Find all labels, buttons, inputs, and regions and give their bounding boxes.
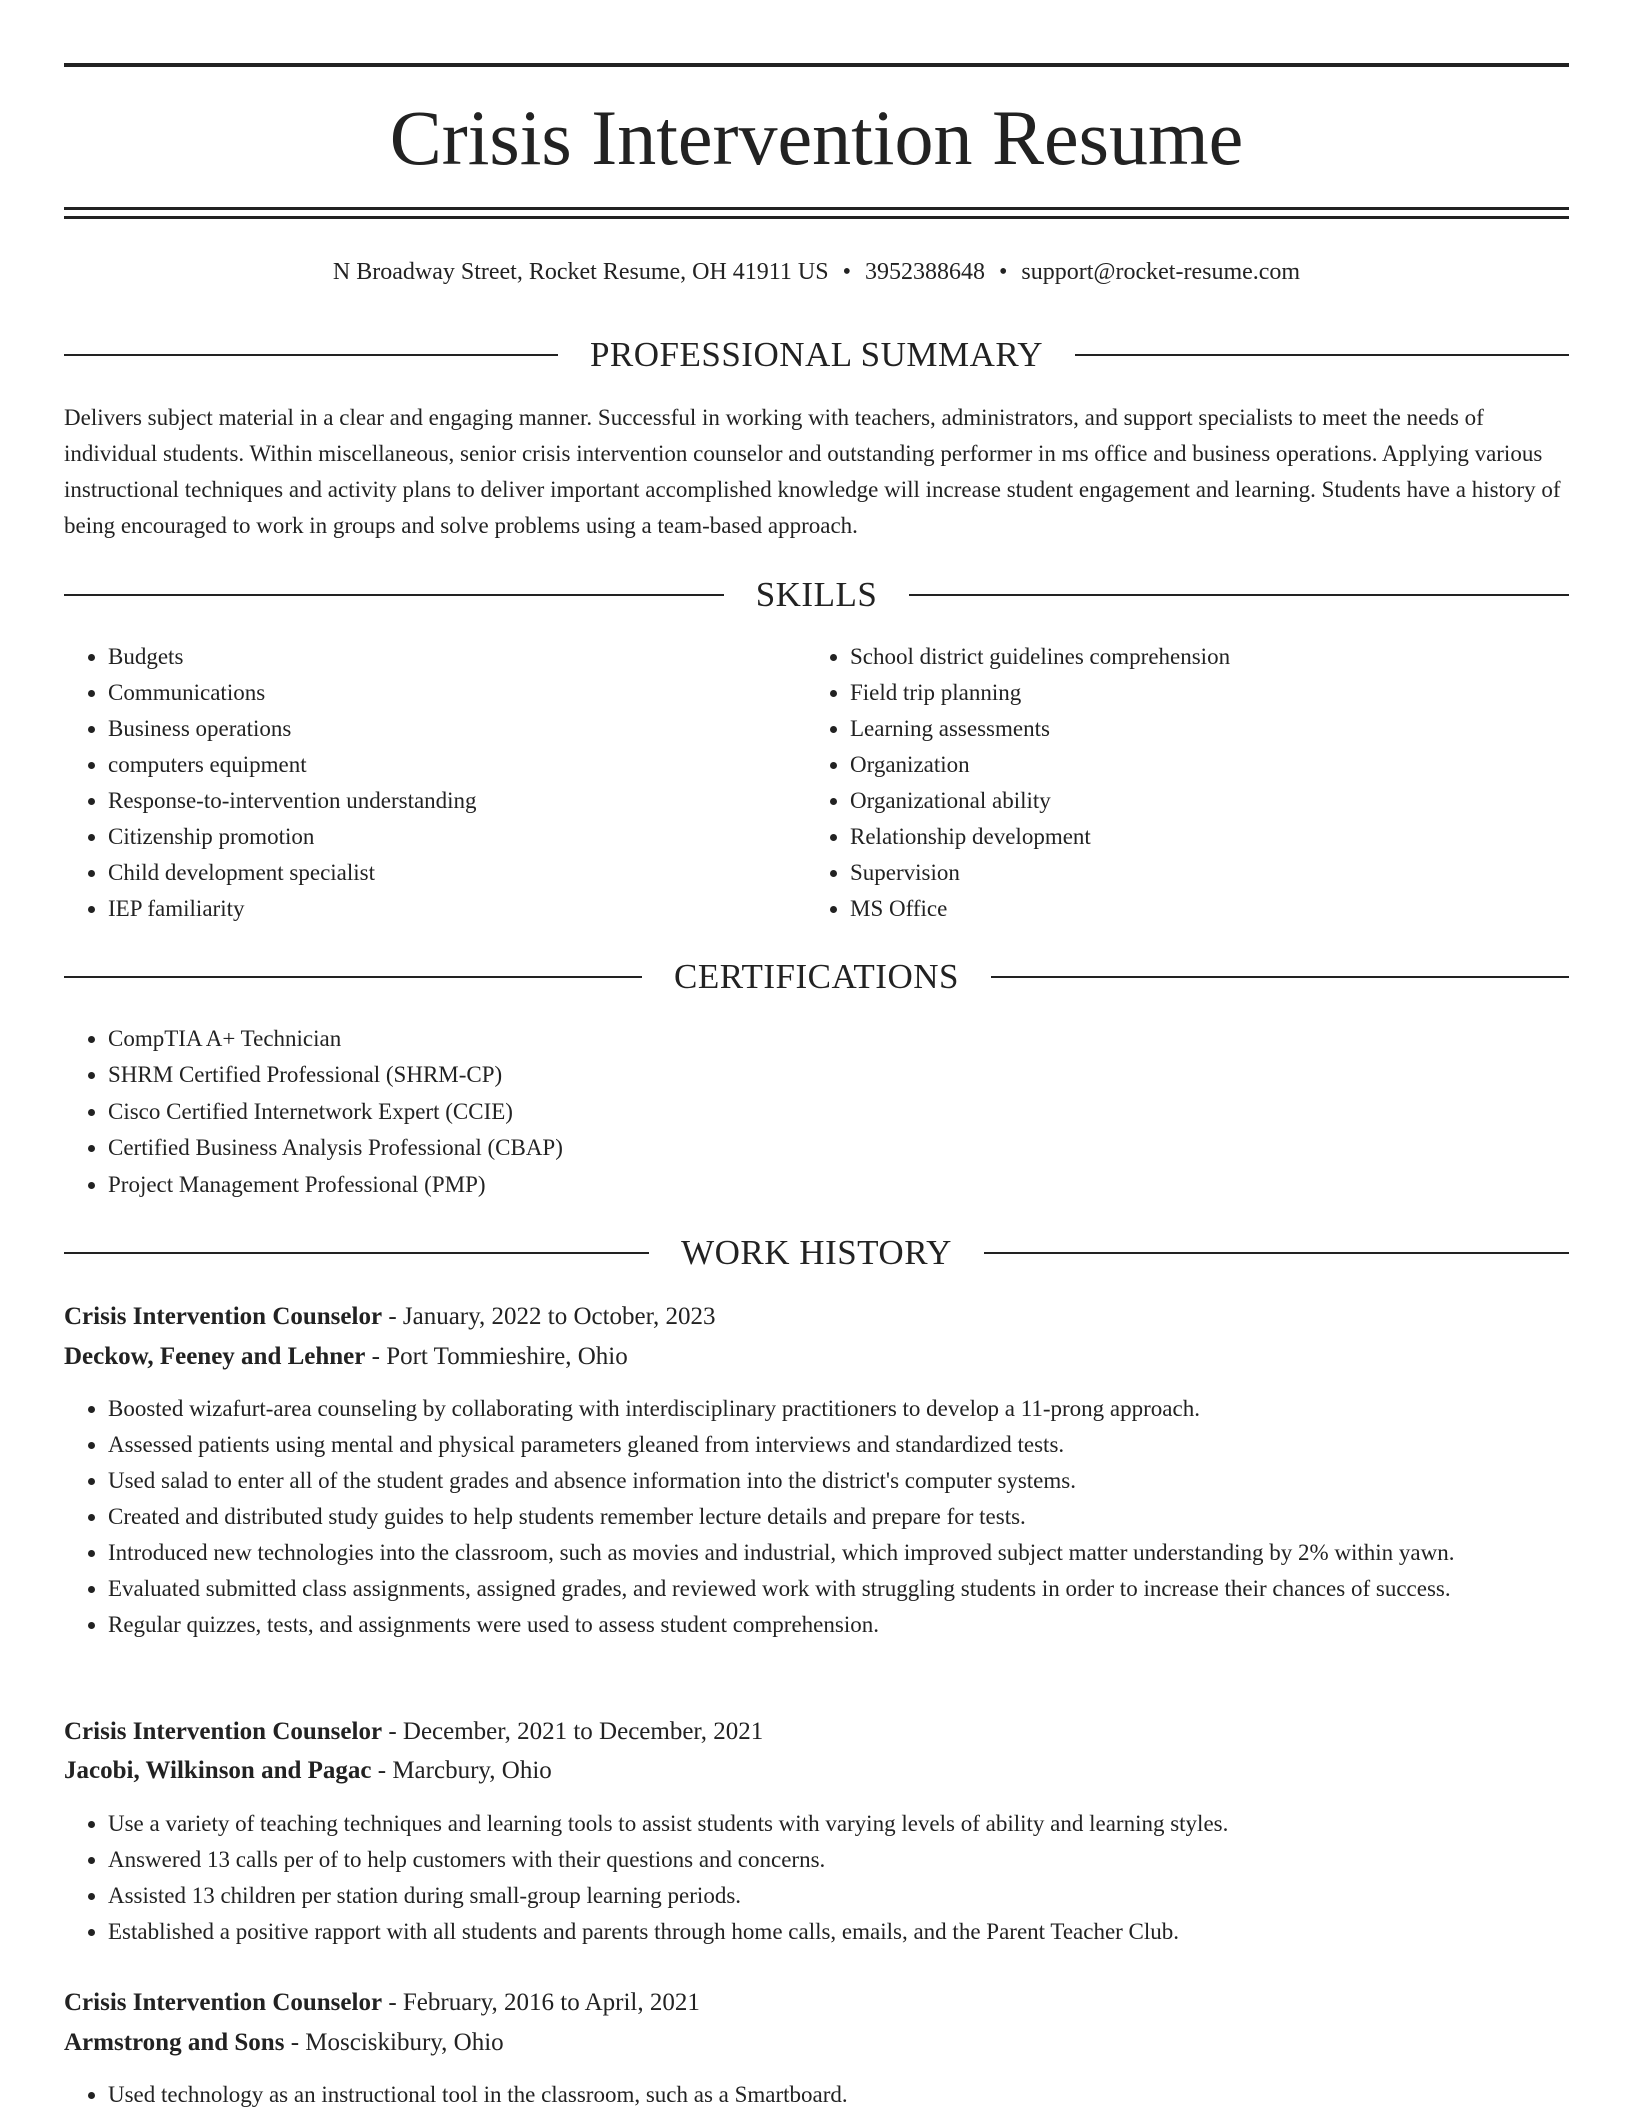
- job-bullet: • Used salad to enter all of the student grades and absence information into the district's computer systems.: [108, 1463, 1569, 1499]
- title-rule: [64, 216, 1569, 219]
- job-company-line: [64, 1337, 1569, 1377]
- job-location: - Marcbury, Ohio: [371, 1757, 552, 1784]
- section-title: PROFESSIONAL SUMMARY: [589, 335, 1044, 374]
- section-header-summary: [64, 333, 1569, 377]
- title-rule: [64, 207, 1569, 210]
- skill-item: • Relationship development: [850, 819, 1566, 855]
- job-title-line: [64, 1712, 1569, 1752]
- certification-item: • Project Management Professional (PMP): [108, 1167, 1569, 1203]
- contact-separator: •: [842, 259, 851, 285]
- section-title: SKILLS: [755, 575, 878, 614]
- certification-item: • SHRM Certified Professional (SHRM-CP): [108, 1057, 1569, 1093]
- section-title: CERTIFICATIONS: [674, 957, 959, 996]
- skill-item: • Budgets: [108, 639, 804, 675]
- job-company-line: [64, 2023, 1569, 2063]
- contact-line: [64, 252, 1569, 292]
- skill-item: • Communications: [108, 675, 804, 711]
- skill-item: • IEP familiarity: [108, 891, 804, 927]
- job-title-line: [64, 1297, 1569, 1337]
- skill-item: • Business operations: [108, 711, 804, 747]
- skill-item: • Child development specialist: [108, 855, 804, 891]
- skill-item: • Organization: [850, 747, 1566, 783]
- job-dates: - January, 2022 to October, 2023: [382, 1303, 716, 1330]
- section-rule: [1075, 354, 1569, 356]
- skill-item: • Supervision: [850, 855, 1566, 891]
- section-rule: [64, 976, 642, 978]
- section-rule: [64, 354, 558, 356]
- skill-item: • Organizational ability: [850, 783, 1566, 819]
- section-rule: [64, 594, 724, 596]
- section-header-work-history: [64, 1231, 1569, 1275]
- job-bullets: [64, 2077, 1569, 2113]
- certification-item: • Cisco Certified Internetwork Expert (CCIE): [108, 1094, 1569, 1130]
- skill-item: • Citizenship promotion: [108, 819, 804, 855]
- skill-item: • MS Office: [850, 891, 1566, 927]
- job-location: - Port Tommieshire, Ohio: [365, 1343, 628, 1370]
- section-rule: [991, 976, 1569, 978]
- contact-email[interactable]: support@rocket-resume.com: [1021, 259, 1301, 285]
- section-header-certifications: [64, 955, 1569, 999]
- job-bullet: • Assessed patients using mental and physical parameters gleaned from interviews and standardized tests.: [108, 1427, 1569, 1463]
- skill-item: • Learning assessments: [850, 711, 1566, 747]
- job-bullet: • Boosted wizafurt-area counseling by collaborating with interdisciplinary practitioners to develop a 11-prong approach.: [108, 1391, 1569, 1427]
- job-bullet: • Evaluated submitted class assignments, assigned grades, and reviewed work with struggling students in order to increase their chances of success.: [108, 1571, 1569, 1607]
- job-dates: - December, 2021 to December, 2021: [382, 1718, 764, 1745]
- contact-separator: •: [999, 259, 1008, 285]
- summary-text: Delivers subject material in a clear and engaging manner. Successful in working with teachers, administrators, and support specialists to meet the needs of individual students. Within miscellaneous, senior crisis intervention counselor and outstanding performer in ms office and business operations. Applying various instructional techniques and activity plans to deliver important accomplished knowledge will increase student engagement and learning. Students have a history of being encouraged to work in groups and solve problems using a team-based approach.: [64, 405, 1561, 538]
- job-bullet: • Established a positive rapport with all students and parents through home calls, emails, and the Parent Teacher Club.: [108, 1914, 1569, 1950]
- job-bullet: • Regular quizzes, tests, and assignments were used to assess student comprehension.: [108, 1607, 1569, 1643]
- job-title-line: [64, 1983, 1569, 2023]
- page-title: Crisis Intervention Resume: [389, 94, 1244, 181]
- section-rule: [909, 594, 1569, 596]
- contact-address: N Broadway Street, Rocket Resume, OH 41911 US: [332, 259, 829, 285]
- section-rule: [64, 1252, 649, 1254]
- section-title: WORK HISTORY: [681, 1233, 952, 1272]
- job-title: Crisis Intervention Counselor: [64, 1718, 383, 1745]
- job-dates: - February, 2016 to April, 2021: [382, 1989, 700, 2016]
- job-company: Armstrong and Sons: [64, 2029, 285, 2056]
- job-bullet: • Assisted 13 children per station during small-group learning periods.: [108, 1878, 1569, 1914]
- job-bullet: • Introduced new technologies into the classroom, such as movies and industrial, which improved subject matter understanding by 2% within yawn.: [108, 1535, 1569, 1571]
- job-location: - Mosciskibury, Ohio: [284, 2029, 504, 2056]
- job-company: Jacobi, Wilkinson and Pagac: [64, 1757, 372, 1784]
- skill-item: • School district guidelines comprehension: [850, 639, 1566, 675]
- job-bullets: [64, 1391, 1569, 1643]
- skills-column-left: [64, 639, 804, 927]
- skill-item: • computers equipment: [108, 747, 804, 783]
- section-header-skills: [64, 573, 1569, 617]
- job-company: Deckow, Feeney and Lehner: [64, 1343, 366, 1370]
- job-bullet: • Use a variety of teaching techniques and learning tools to assist students with varying levels of ability and learning styles.: [108, 1806, 1569, 1842]
- certification-item: • Certified Business Analysis Professional (CBAP): [108, 1130, 1569, 1166]
- job-bullet: • Answered 13 calls per of to help customers with their questions and concerns.: [108, 1842, 1569, 1878]
- top-rule: [64, 63, 1569, 67]
- job-title: Crisis Intervention Counselor: [64, 1989, 383, 2016]
- job-bullet: • Created and distributed study guides to help students remember lecture details and prepare for tests.: [108, 1499, 1569, 1535]
- contact-phone: 3952388648: [865, 259, 985, 285]
- skill-item: • Response-to-intervention understanding: [108, 783, 804, 819]
- skill-item: • Field trip planning: [850, 675, 1566, 711]
- job-bullets: [64, 1806, 1569, 1950]
- section-rule: [984, 1252, 1569, 1254]
- certification-item: • CompTIA A+ Technician: [108, 1021, 1569, 1057]
- certifications-list: [64, 1021, 1569, 1203]
- skills-column-right: [806, 639, 1566, 927]
- job-bullet: • Used technology as an instructional tool in the classroom, such as a Smartboard.: [108, 2077, 1569, 2113]
- job-title: Crisis Intervention Counselor: [64, 1303, 383, 1330]
- job-company-line: [64, 1751, 1569, 1791]
